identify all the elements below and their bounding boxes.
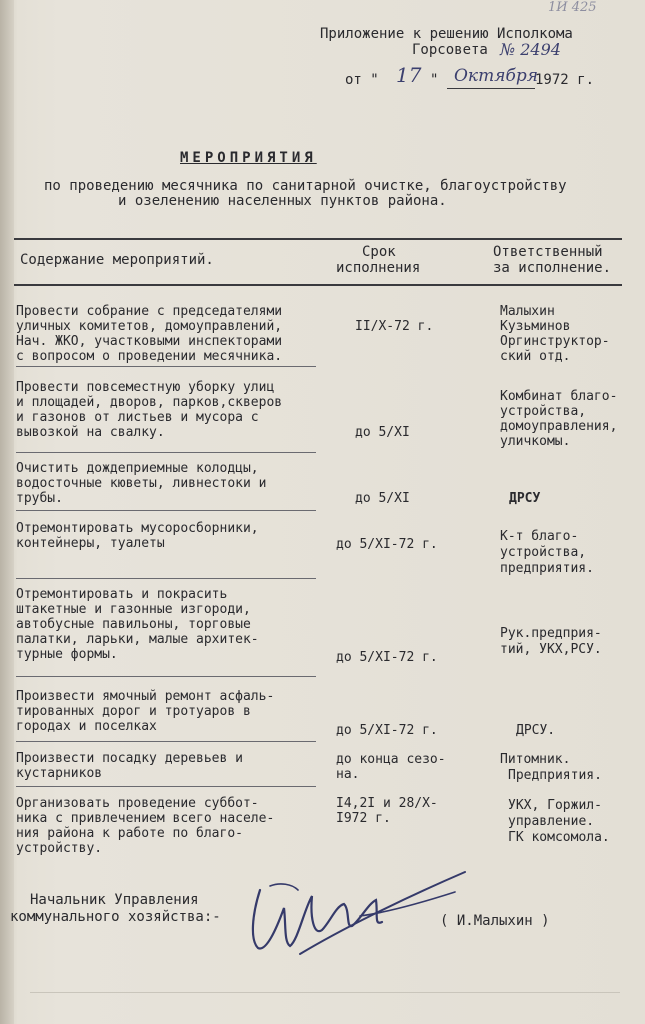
- row-1-resp-line-4: ский отд.: [500, 349, 571, 364]
- row-8-resp-line-2: управление.: [508, 814, 595, 829]
- header-line-2-prefix: Горсовета: [412, 42, 488, 58]
- row-7-separator: [16, 786, 316, 787]
- row-4-term: до 5/XI-72 г.: [336, 537, 438, 552]
- row-5-desc-line-2: штакетные и газонные изгороди,: [16, 602, 251, 617]
- row-3-desc-line-3: трубы.: [16, 491, 63, 506]
- row-6-separator: [16, 741, 316, 742]
- column-header-responsible-1: Ответственный: [493, 244, 603, 260]
- table-top-rule: [14, 238, 622, 240]
- column-header-responsible-2: за исполнение.: [493, 260, 612, 276]
- signatory-name: ( И.Малыхин ): [440, 913, 550, 929]
- header-date-year: 1972 г.: [535, 72, 595, 88]
- row-7-term-line-1: до конца сезо-: [336, 752, 446, 767]
- row-1-term: II/Х-72 г.: [355, 319, 434, 334]
- row-8-resp-line-1: УКХ, Горжил-: [508, 798, 602, 813]
- row-2-desc-line-1: Провести повсеместную уборку улиц: [16, 380, 275, 395]
- row-8-desc-line-1: Организовать проведение суббот-: [16, 796, 259, 811]
- row-3-separator: [16, 510, 316, 511]
- row-2-term: до 5/XI: [355, 425, 410, 440]
- row-2-resp-line-4: уличкомы.: [500, 434, 571, 449]
- row-6-desc-line-1: Произвести ямочный ремонт асфаль-: [16, 689, 275, 704]
- header-line-1: Приложение к решению Исполкома: [320, 26, 573, 42]
- row-8-desc-line-2: ника с привлечением всего населе-: [16, 811, 275, 826]
- column-header-content: Содержание мероприятий.: [20, 252, 214, 268]
- table-header-rule: [14, 284, 622, 286]
- row-2-separator: [16, 452, 316, 453]
- row-1-desc-line-2: уличных комитетов, домоуправлений,: [16, 319, 283, 334]
- row-2-resp-line-3: домоуправления,: [500, 419, 618, 434]
- row-7-resp-line-2: Предприятия.: [508, 768, 602, 783]
- header-date-prefix: от ": [345, 72, 379, 88]
- row-6-resp: ДРСУ.: [516, 723, 556, 738]
- row-4-resp-line-1: К-т благо-: [500, 529, 579, 544]
- row-2-desc-line-2: и площадей, дворов, парков,скверов: [16, 395, 283, 410]
- date-month-handwritten: Октября: [454, 66, 538, 86]
- handwritten-signature: [240, 870, 470, 960]
- binding-edge: [0, 0, 14, 1024]
- archive-mark: 1И 425: [548, 0, 597, 15]
- row-2-resp-line-1: Комбинат благо-: [500, 389, 618, 404]
- row-7-desc-line-1: Произвести посадку деревьев и: [16, 751, 243, 766]
- row-2-desc-line-4: вывозкой на свалку.: [16, 425, 165, 440]
- signatory-title-line-2: коммунального хозяйства:-: [10, 909, 221, 925]
- row-8-resp-line-3: ГК комсомола.: [508, 830, 610, 845]
- subtitle-line-2: и озеленению населенных пунктов района.: [118, 193, 447, 209]
- column-header-term-2: исполнения: [336, 260, 421, 276]
- row-3-resp: ДРСУ: [509, 491, 541, 506]
- row-1-resp-line-3: Оргинструктор-: [500, 334, 610, 349]
- date-day-handwritten: 17: [396, 63, 422, 87]
- row-1-resp-line-1: Малыхин: [500, 304, 555, 319]
- row-5-resp-line-2: тий, УКХ,РСУ.: [500, 642, 602, 657]
- decision-number-handwritten: № 2494: [500, 40, 561, 59]
- row-7-term-line-2: на.: [336, 767, 360, 782]
- row-5-desc-line-5: турные формы.: [16, 647, 118, 662]
- row-6-desc-line-3: городах и поселках: [16, 719, 157, 734]
- row-5-separator: [16, 676, 316, 677]
- row-4-resp-line-3: предприятия.: [500, 561, 594, 576]
- subtitle-line-1: по проведению месячника по санитарной очистке, благоустройству: [44, 178, 567, 194]
- row-6-term: до 5/XI-72 г.: [336, 723, 438, 738]
- row-4-separator: [16, 578, 316, 579]
- row-5-desc-line-3: автобусные павильоны, торговые: [16, 617, 251, 632]
- row-3-term: до 5/XI: [355, 491, 410, 506]
- signatory-title-line-1: Начальник Управления: [30, 892, 199, 908]
- row-4-desc-line-1: Отремонтировать мусоросборники,: [16, 521, 259, 536]
- row-2-resp-line-2: устройства,: [500, 404, 587, 419]
- row-4-desc-line-2: контейнеры, туалеты: [16, 536, 165, 551]
- row-1-resp-line-2: Кузьминов: [500, 319, 571, 334]
- document-title: МЕРОПРИЯТИЯ: [180, 150, 317, 166]
- row-8-desc-line-4: устройству.: [16, 841, 103, 856]
- row-1-separator: [16, 366, 316, 367]
- row-1-desc-line-3: Нач. ЖКО, участковыми инспекторами: [16, 334, 283, 349]
- row-5-term: до 5/XI-72 г.: [336, 650, 438, 665]
- row-7-desc-line-2: кустарников: [16, 766, 103, 781]
- row-8-term-line-1: I4,2I и 28/X-: [336, 796, 438, 811]
- row-4-resp-line-2: устройства,: [500, 545, 587, 560]
- row-5-desc-line-4: палатки, ларьки, малые архитек-: [16, 632, 259, 647]
- row-7-resp-line-1: Питомник.: [500, 752, 571, 767]
- row-5-desc-line-1: Отремонтировать и покрасить: [16, 587, 228, 602]
- row-3-desc-line-1: Очистить дождеприемные колодцы,: [16, 461, 259, 476]
- row-1-desc-line-1: Провести собрание с председателями: [16, 304, 283, 319]
- row-2-desc-line-3: и газонов от листьев и мусора с: [16, 410, 259, 425]
- header-date-quote: ": [430, 72, 439, 88]
- row-8-term-line-2: I972 г.: [336, 811, 391, 826]
- row-5-resp-line-1: Рук.предприя-: [500, 626, 602, 641]
- page-bottom-line: [30, 992, 620, 993]
- column-header-term-1: Срок: [362, 244, 396, 260]
- row-3-desc-line-2: водосточные кюветы, ливнестоки и: [16, 476, 267, 491]
- row-8-desc-line-3: ния района к работе по благо-: [16, 826, 243, 841]
- date-underline: [447, 88, 535, 89]
- row-1-desc-line-4: с вопросом о проведении месячника.: [16, 349, 283, 364]
- row-6-desc-line-2: тированных дорог и тротуаров в: [16, 704, 251, 719]
